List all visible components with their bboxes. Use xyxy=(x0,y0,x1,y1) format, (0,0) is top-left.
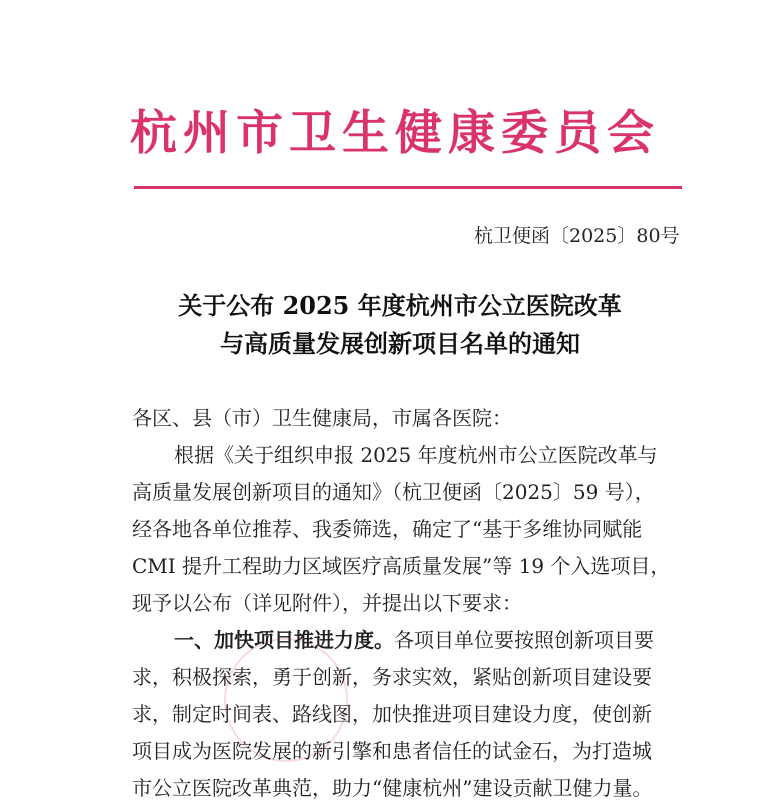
section-1-line: 市公立医院改革典范，助力“健康杭州”建设贡献卫健力量。 xyxy=(132,776,653,800)
red-header-rule xyxy=(134,186,682,189)
agency-masthead: 杭州市卫生健康委员会 xyxy=(130,106,660,161)
section-1-first-line xyxy=(132,622,692,659)
section-1-line: 项目成为医院发展的新引擎和患者信任的试金石，为打造城 xyxy=(132,739,652,763)
section-1-heading: 一、加快项目推进力度。 xyxy=(174,628,394,652)
paragraph-1-line: 根据《关于组织申报 2025 年度杭州市公立医院改革与 xyxy=(174,443,658,467)
document-title xyxy=(100,287,700,363)
paragraph-1-line: 经各地各单位推荐、我委筛选，确定了“基于多维协同赋能 xyxy=(132,517,643,541)
title-line-2: 与高质量发展创新项目名单的通知 xyxy=(220,329,580,358)
paragraph-1-line: CMI 提升工程助力区域医疗高质量发展”等 19 个入选项目， xyxy=(132,554,671,578)
salutation: 各区、县（市）卫生健康局，市属各医院： xyxy=(132,406,512,430)
section-1-line: 求，积极探索，勇于创新，务求实效，紧贴创新项目建设要 xyxy=(132,665,652,689)
paragraph-1-line: 现予以公布（详见附件），并提出以下要求： xyxy=(132,591,522,615)
title-line-1: 关于公布 2025 年度杭州市公立医院改革 xyxy=(178,291,622,320)
document-number: 杭卫便函〔2025〕80号 xyxy=(474,225,680,247)
document-body xyxy=(132,400,692,807)
section-1-line: 求，制定时间表、路线图，加快推进项目建设力度，使创新 xyxy=(132,702,652,726)
section-1-text: 各项目单位要按照创新项目要 xyxy=(394,628,654,652)
paragraph-1-line: 高质量发展创新项目的通知》（杭卫便函〔2025〕59 号）， xyxy=(132,480,655,504)
